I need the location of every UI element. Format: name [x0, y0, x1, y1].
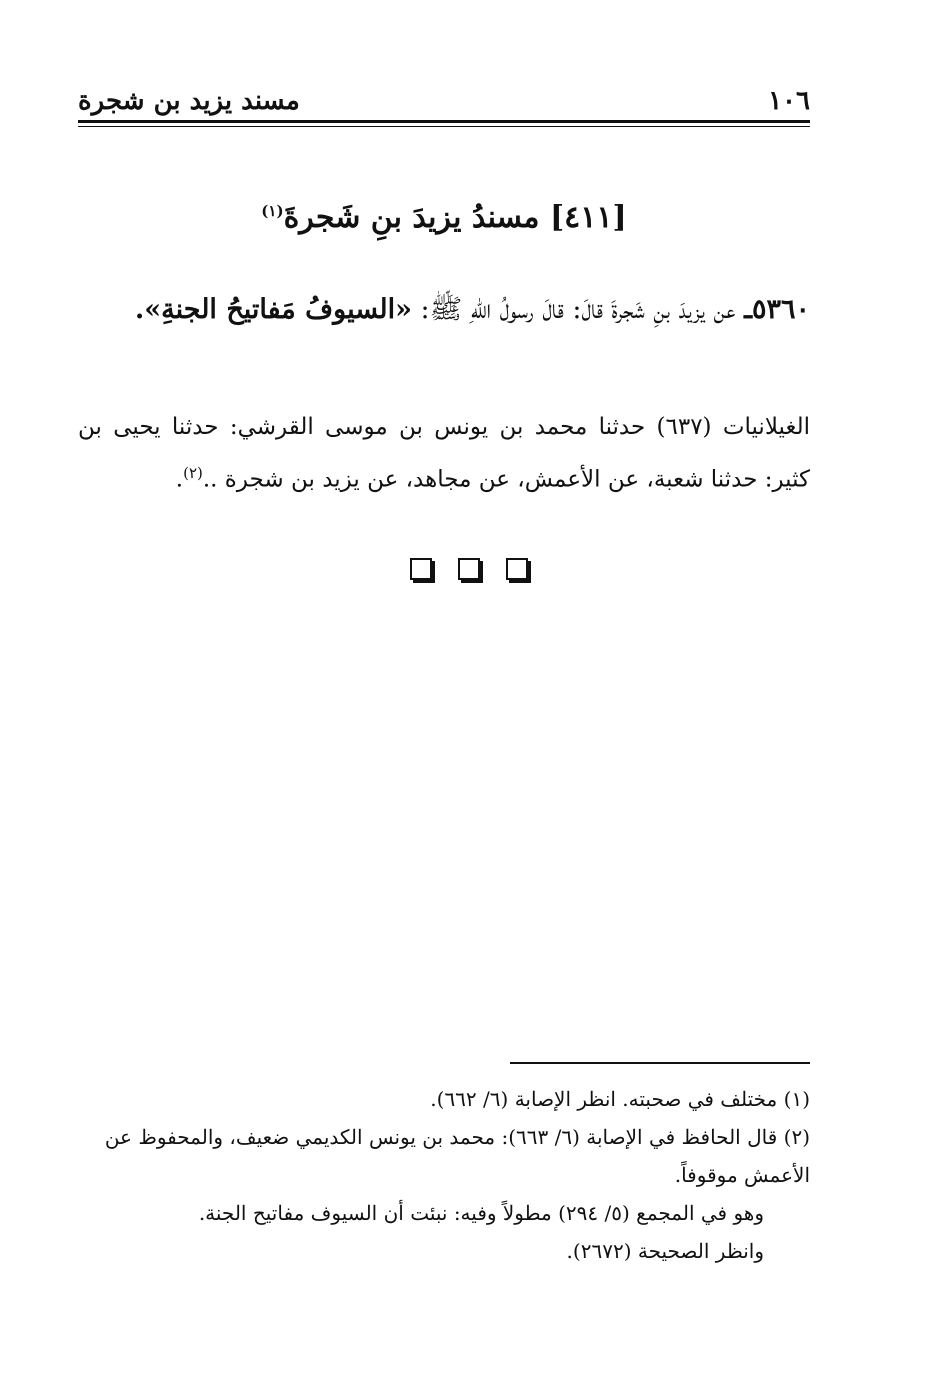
footnote-rule — [510, 1062, 810, 1064]
hadith-paragraph — [78, 282, 810, 338]
footnote-ref-1: (١) — [261, 202, 284, 220]
hadith-isnad: عن يزيدَ بنِ شَجرةَ قالَ: قالَ رسولُ اللهِ ﷺ: — [420, 294, 736, 325]
source-paragraph: الغيلانيات (٦٣٧) حدثنا محمد بن يونس بن موسى القرشي: حدثنا يحيى بن كثير: حدثنا شعبة، عن الأعمش، عن مجاهد، عن يزيد بن شجرة ..$^{(٢)}$. — [78, 414, 810, 493]
page-number: ١٠٦ — [768, 86, 810, 116]
section-separator — [0, 558, 938, 580]
source-text: الغيلانيات (٦٣٧) حدثنا محمد بن يونس بن موسى القرشي: حدثنا يحيى بن كثير: حدثنا شعبة، عن الأعمش، عن مجاهد، عن يزيد بن شجرة .. — [78, 414, 810, 493]
header-rule-thick — [78, 120, 810, 123]
separator-box-icon — [458, 558, 480, 580]
separator-box-icon — [410, 558, 432, 580]
header-rule-thin — [78, 126, 810, 127]
hadith-number: ٥٣٦٠ـ — [744, 294, 810, 325]
footnotes — [78, 1080, 810, 1270]
hadith-text: «السيوفُ مَفاتيحُ الجنةِ». — [134, 294, 412, 325]
footnote-2-continuation: وهو في المجمع (٥/ ٢٩٤) مطولاً وفيه: نبئت أن السيوف مفاتيح الجنة. — [198, 1201, 764, 1225]
running-title: مسند يزيد بن شجرة — [78, 86, 300, 116]
footnote-1: (١) مختلف في صحبته. انظر الإصابة (٦/ ٦٦٢). — [430, 1087, 810, 1111]
footnote-ref-2: (٢) — [183, 464, 203, 482]
chapter-title-text: [٤١١] مسندُ يزيدَ بنِ شَجرةَ — [283, 200, 627, 235]
chapter-title — [78, 200, 810, 235]
footnote-2-reference: وانظر الصحيحة (٢٦٧٢). — [566, 1239, 764, 1263]
separator-box-icon — [506, 558, 528, 580]
footnote-2: (٢) قال الحافظ في الإصابة (٦/ ٦٦٣): محمد بن يونس الكديمي ضعيف، والمحفوظ عن الأعمش موقوفاً. — [104, 1125, 810, 1187]
